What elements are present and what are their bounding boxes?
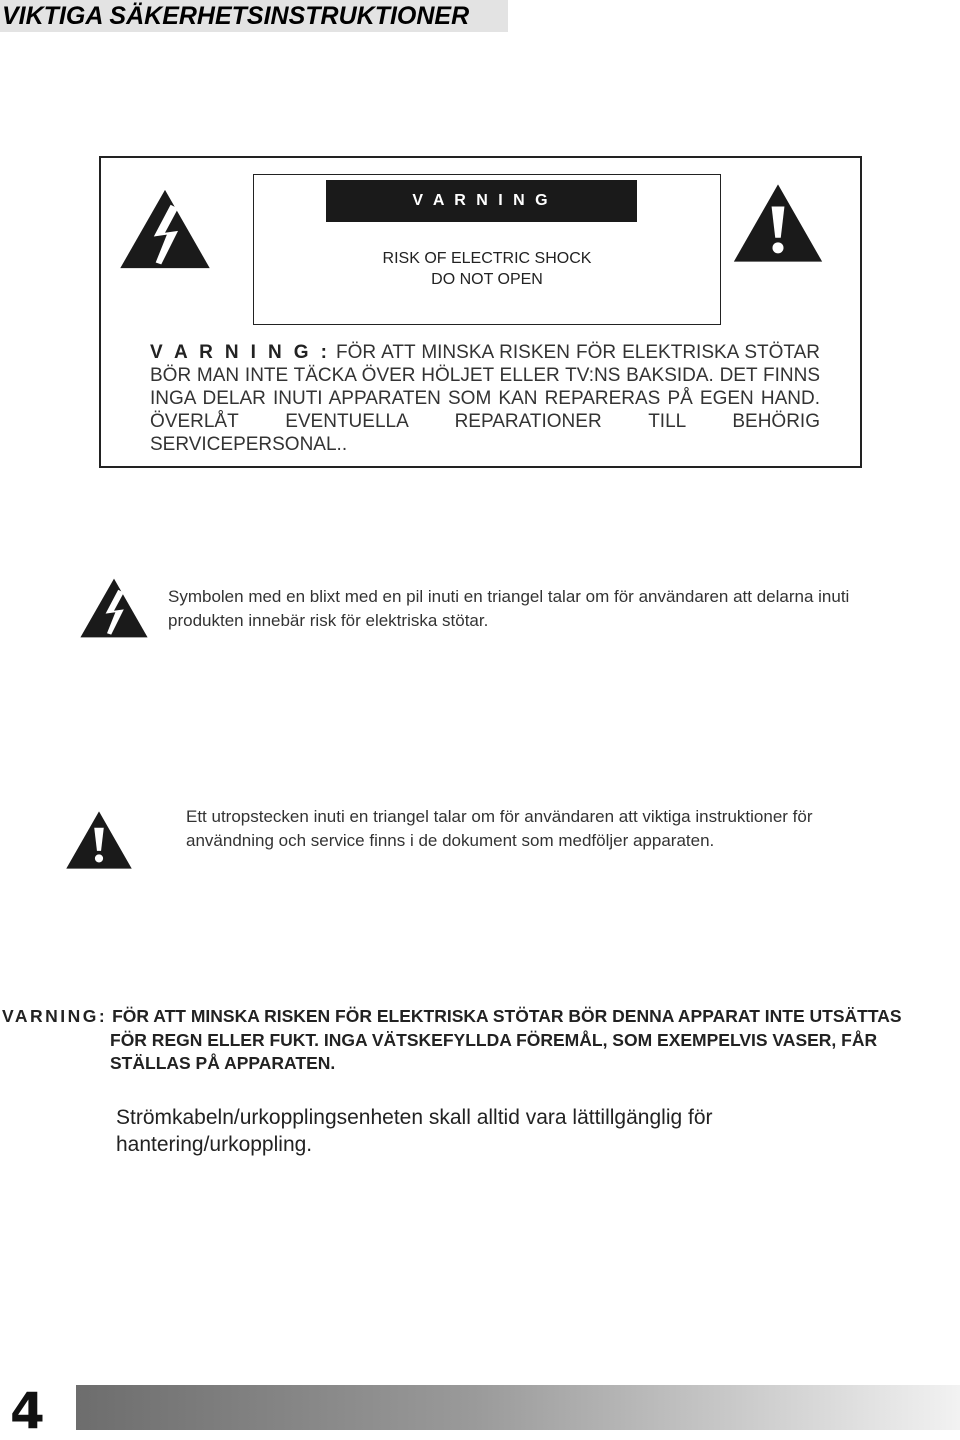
box-warning-label: V A R N I N G :: [150, 342, 330, 363]
box-warning-paragraph: [150, 341, 820, 456]
box-warning-text: FÖR ATT MINSKA RISKEN FÖR ELEKTRISKA STÖTAR BÖR MAN INTE TÄCKA ÖVER HÖLJET ELLER TV:NS BAKSIDA. DET FINNS INGA DELAR INUTI APPARATEN SOM KAN REPARERAS PÅ EGEN HAND. ÖVERLÅT EVENTUELLA REPARATIONER TILL BEHÖRIG SERVICEPERSONAL..: [150, 342, 821, 455]
power-cord-note: Strömkabeln/urkopplingsenheten skall alltid vara lättillgänglig för hantering/urkoppling.: [116, 1106, 713, 1156]
exclamation-triangle-icon: [732, 182, 824, 264]
rain-warning-label: VARNING:: [2, 1006, 108, 1026]
lightning-triangle-icon: [118, 188, 212, 270]
warning-banner: V A R N I N G: [326, 180, 637, 222]
risk-line-1: RISK OF ELECTRIC SHOCK: [382, 250, 592, 267]
rain-warning-text: FÖR ATT MINSKA RISKEN FÖR ELEKTRISKA STÖTAR BÖR DENNA APPARAT INTE UTSÄTTAS FÖR REGN ELLER FUKT. INGA VÄTSKEFYLLDA FÖREMÅL, SOM EXEMPELVIS VASER, FÅR STÄLLAS PÅ APPARATEN.: [107, 1006, 902, 1073]
lightning-triangle-icon: [79, 577, 149, 639]
exclamation-symbol-text: Ett utropstecken inuti en triangel talar om för användaren att viktiga instruktioner för användning och service finns i de dokument som medföljer apparaten.: [186, 807, 813, 850]
page-number: 4: [10, 1382, 45, 1440]
risk-line-2: DO NOT OPEN: [431, 271, 543, 288]
lightning-symbol-text: Symbolen med en blixt med en pil inuti en triangel talar om för användaren att delarna inuti produkten innebär risk för elektriska stötar.: [168, 587, 850, 630]
rain-warning-paragraph: [2, 1005, 942, 1076]
page-title: VIKTIGA SÄKERHETSINSTRUKTIONER: [0, 0, 508, 32]
footer-gradient-bar: [76, 1385, 960, 1430]
exclamation-triangle-icon: [64, 810, 134, 870]
